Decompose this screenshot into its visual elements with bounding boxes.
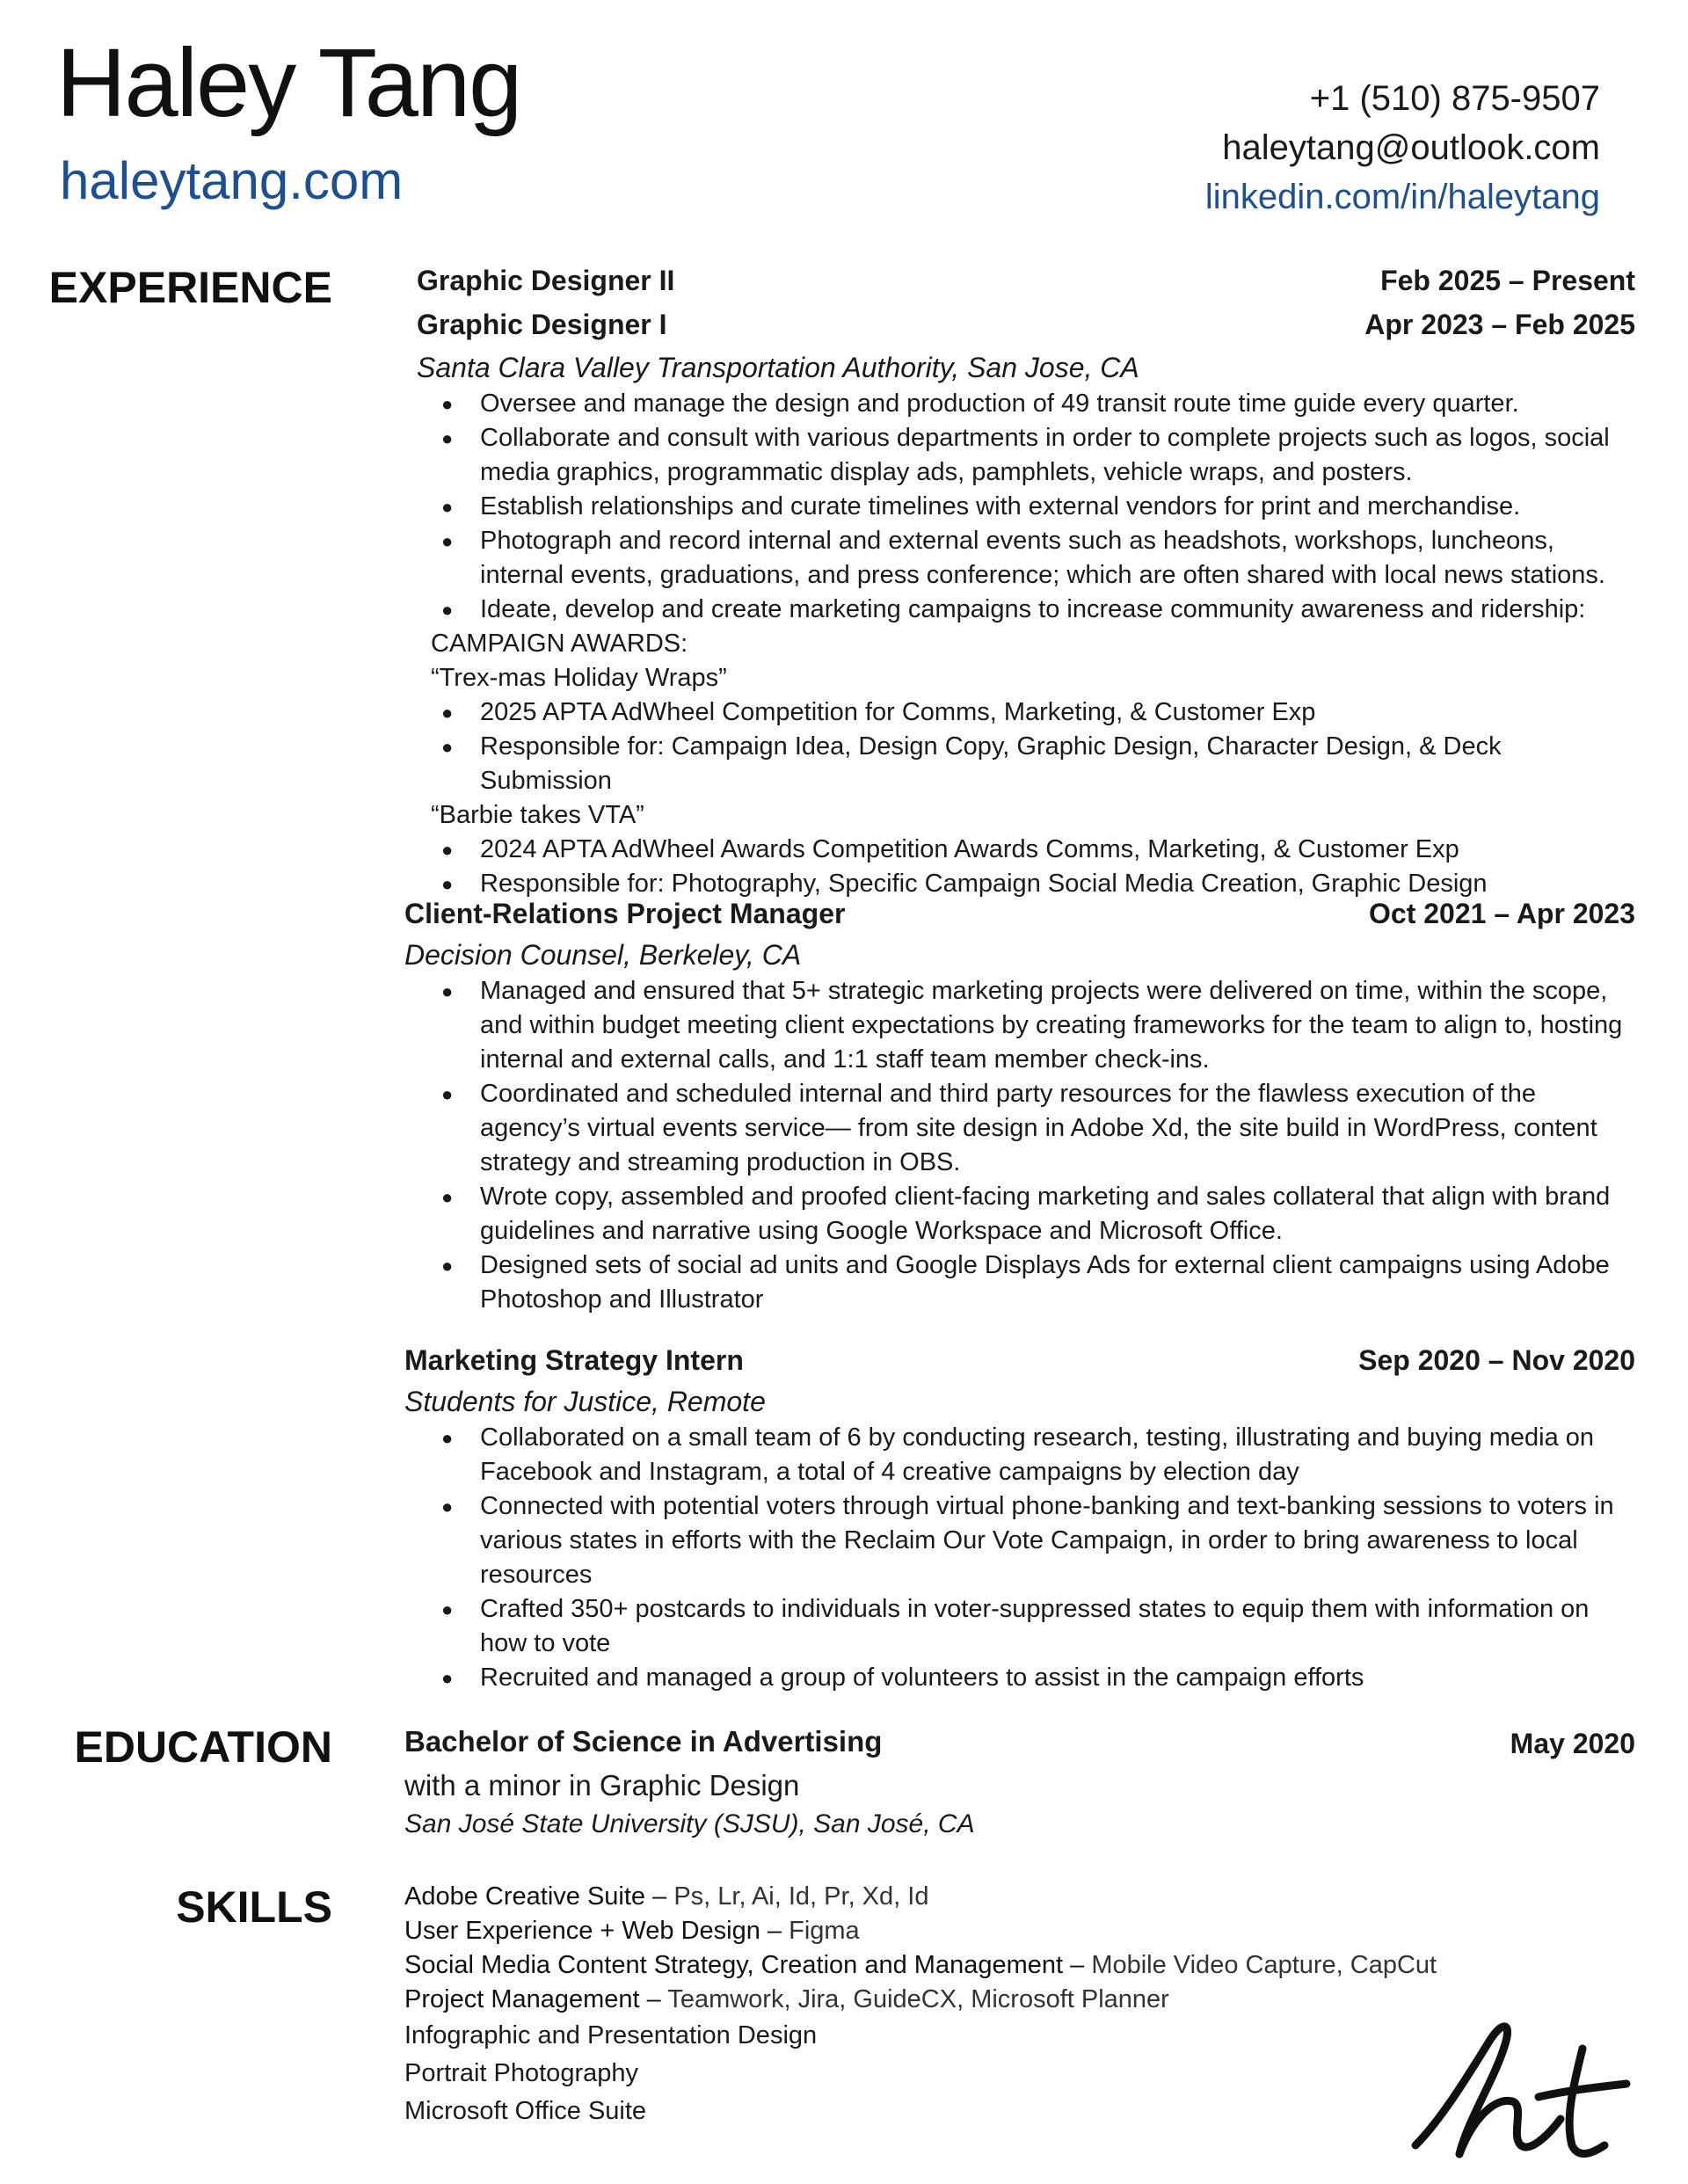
job-bullets — [417, 387, 1635, 627]
website-link[interactable]: haleytang.com — [60, 151, 404, 210]
list-item: ● Oversee and manage the design and production of 49 transit route time guide every quarter. — [480, 387, 1635, 421]
school: San José State University (SJSU), San José, CA — [404, 1809, 975, 1838]
list-item: ● Managed and ensured that 5+ strategic marketing projects were delivered on time, within the scope, and within budget meeting client expectations by creating frameworks for the team to align to, hosting internal and external calls, and 1:1 staff team member check-ins. — [480, 974, 1635, 1077]
skill-category: User Experience + Web Design – — [404, 1917, 789, 1945]
contact-block — [1205, 74, 1600, 222]
list-item: ● Wrote copy, assembled and proofed client-facing marketing and sales collateral that align with brand guidelines and narrative using Google Workspace and Microsoft Office. — [480, 1180, 1635, 1249]
list-item: ● Collaborate and consult with various departments in order to complete projects such as logos, social media graphics, programmatic display ads, pamphlets, vehicle wraps, and posters. — [480, 421, 1635, 490]
skill-detail: Ps, Lr, Ai, Id, Pr, Xd, Id — [673, 1882, 929, 1911]
job-date: Oct 2021 – Apr 2023 — [1369, 898, 1635, 929]
list-item: ● Responsible for: Photography, Specific Campaign Social Media Creation, Graphic Design — [480, 867, 1635, 901]
experience-heading: EXPERIENCE — [48, 263, 332, 312]
list-item: ● 2024 APTA AdWheel Awards Competition Awards Comms, Marketing, & Customer Exp — [480, 833, 1635, 867]
degree: Bachelor of Science in Advertising — [404, 1725, 883, 1758]
list-item: ● Responsible for: Campaign Idea, Design Copy, Graphic Design, Character Design, & Deck Submission — [480, 730, 1635, 798]
job-bullets — [404, 974, 1635, 1317]
skill-item — [404, 1880, 1635, 1914]
campaign-title: “Trex-mas Holiday Wraps” — [431, 664, 727, 692]
linkedin-link[interactable]: linkedin.com/in/haleytang — [1204, 178, 1600, 216]
list-item: ● Crafted 350+ postcards to individuals in voter-suppressed states to equip them with information on how to vote — [480, 1592, 1635, 1661]
skill-category: Social Media Content Strategy, Creation and Management – — [404, 1951, 1092, 1979]
job-bullets — [404, 1421, 1635, 1695]
list-item: ● Connected with potential voters through virtual phone-banking and text-banking sessions to voters in various states in efforts with the Reclaim Our Vote Campaign, in order to bring awareness to local resources — [480, 1489, 1635, 1592]
degree-minor: with a minor in Graphic Design — [404, 1769, 800, 1802]
skill-item — [404, 1914, 1635, 1948]
list-item: ● Recruited and managed a group of volunteers to assist in the campaign efforts — [480, 1661, 1635, 1695]
job-vta — [417, 258, 1635, 901]
skill-detail: Teamwork, Jira, GuideCX, Microsoft Planner — [667, 1985, 1169, 2013]
skill-detail: Figma — [789, 1917, 860, 1945]
skill-item: Infographic and Presentation Design — [404, 2021, 818, 2049]
job-date: Apr 2023 – Feb 2025 — [1364, 309, 1635, 340]
signature-monogram-icon — [1407, 2013, 1635, 2163]
skill-item — [404, 1983, 1635, 2017]
job-role: Graphic Designer I — [417, 309, 667, 340]
skill-detail: Mobile Video Capture, CapCut — [1091, 1951, 1437, 1979]
skill-item — [404, 1948, 1635, 1983]
job-date: Sep 2020 – Nov 2020 — [1358, 1344, 1635, 1376]
skill-category: Adobe Creative Suite – — [404, 1882, 674, 1911]
list-item: ● Photograph and record internal and external events such as headshots, workshops, luncheons, internal events, graduations, and press conference; which are often shared with local news stations. — [480, 524, 1635, 593]
list-item: ● Establish relationships and curate timelines with external vendors for print and merchandise. — [480, 490, 1635, 524]
list-item: ● Coordinated and scheduled internal and third party resources for the flawless execution of the agency’s virtual events service— from site design in Adobe Xd, the site build in WordPress, content strategy and streaming production in OBS. — [480, 1077, 1635, 1180]
skills-heading: SKILLS — [176, 1882, 332, 1932]
email-address: haleytang@outlook.com — [1222, 128, 1600, 167]
phone-number: +1 (510) 875-9507 — [1309, 79, 1600, 118]
list-item: ● Collaborated on a small team of 6 by conducting research, testing, illustrating and buying media on Facebook and Instagram, a total of 4 creative campaigns by election day — [480, 1421, 1635, 1489]
campaign-awards-heading: CAMPAIGN AWARDS: — [431, 630, 688, 658]
list-item: ● Designed sets of social ad units and Google Displays Ads for external client campaigns using Adobe Photoshop and Illustrator — [480, 1249, 1635, 1317]
job-role: Marketing Strategy Intern — [404, 1344, 744, 1376]
list-item: ● 2025 APTA AdWheel Competition for Comms, Marketing, & Customer Exp — [480, 695, 1635, 730]
job-role: Graphic Designer II — [417, 265, 675, 296]
skill-category: Project Management – — [404, 1985, 668, 2013]
job-organization: Students for Justice, Remote — [404, 1386, 766, 1417]
job-decision-counsel — [404, 892, 1635, 1317]
job-role: Client-Relations Project Manager — [404, 898, 846, 929]
job-organization: Santa Clara Valley Transportation Authority, San Jose, CA — [417, 352, 1139, 383]
job-organization: Decision Counsel, Berkeley, CA — [404, 939, 802, 971]
job-date: Feb 2025 – Present — [1380, 265, 1635, 296]
education-date: May 2020 — [1510, 1728, 1635, 1759]
skill-item: Microsoft Office Suite — [404, 2097, 647, 2125]
job-students-for-justice — [404, 1338, 1635, 1695]
skill-item: Portrait Photography — [404, 2059, 638, 2087]
list-item: ● Ideate, develop and create marketing campaigns to increase community awareness and ridership: — [480, 593, 1635, 627]
education-block — [404, 1722, 1635, 1843]
campaign-title: “Barbie takes VTA” — [431, 801, 644, 829]
education-heading: EDUCATION — [74, 1722, 332, 1772]
resume-name: Haley Tang — [56, 29, 521, 137]
campaign-bullets — [417, 695, 1635, 798]
